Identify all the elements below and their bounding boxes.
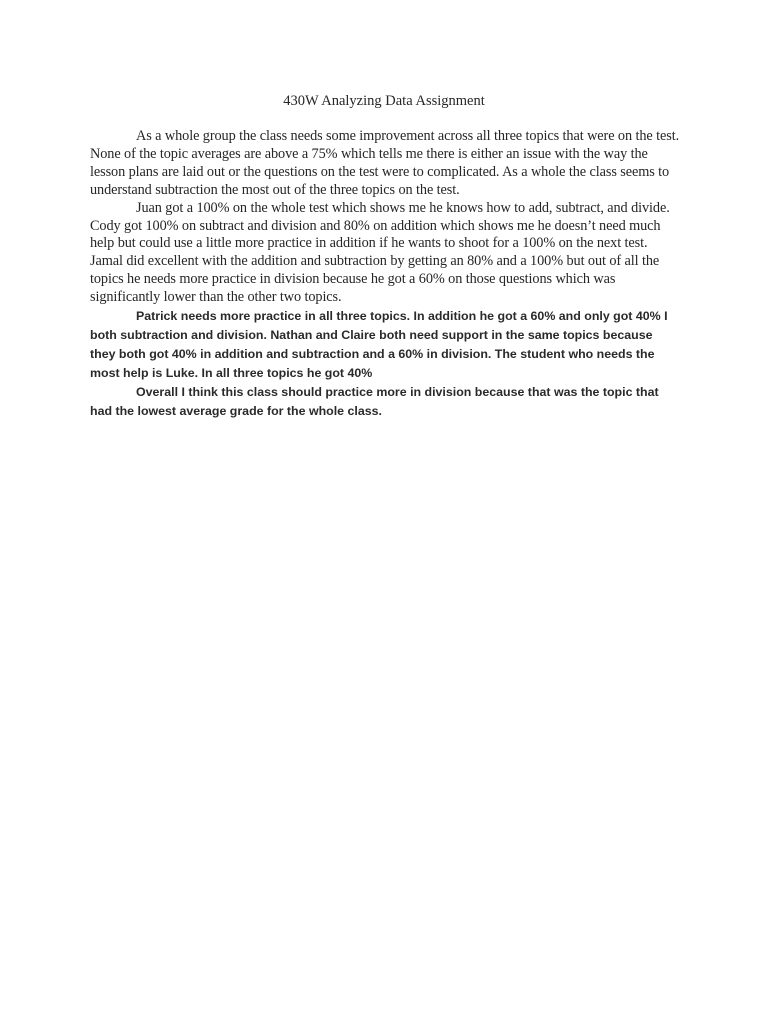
- document-title: 430W Analyzing Data Assignment: [283, 93, 485, 109]
- paragraph-conclusion: Overall I think this class should practice more in division because that was the topic that had the lowest average grade for the whole class.: [90, 385, 659, 419]
- paragraph-patrick-nathan-claire-luke: Patrick needs more practice in all three topics. In addition he got a 60% and only got 40% I both subtraction and division. Nathan and Claire both need support in the same topics because they both got 40% in addition and subtraction and a 60% in division. The student who needs the most help is Luke. In all three topics he got 40%: [90, 309, 668, 381]
- paragraph-juan-cody-jamal: Juan got a 100% on the whole test which shows me he knows how to add, subtract, and divide. Cody got 100% on subtract and division and 80% on addition which shows me he doesn’t need much help but could use a little more practice in addition if he wants to shoot for a 100% on the next test. Jamal did excellent with the addition and subtraction by getting an 80% and a 100% but out of all the topics he needs more practice in division because he got a 60% on those questions which was significantly lower than the other two topics.: [90, 199, 670, 306]
- document-body: [90, 128, 680, 421]
- paragraph-class-overview: As a whole group the class needs some improvement across all three topics that were on the test. None of the topic averages are above a 75% which tells me there is either an issue with the way the lesson plans are laid out or the questions on the test were to complicated. As a whole the class seems to understand subtraction the most out of the three topics on the test.: [90, 128, 680, 198]
